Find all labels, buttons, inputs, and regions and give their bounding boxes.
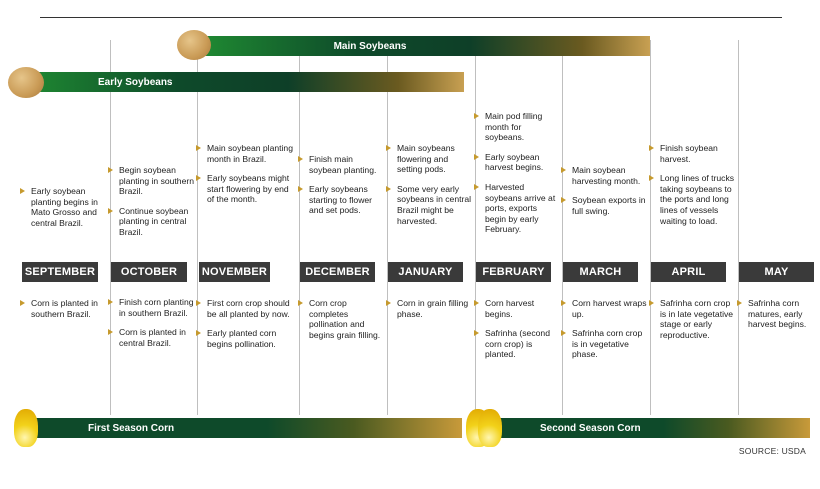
main-soybeans-bar — [200, 36, 650, 56]
month-april: APRIL — [651, 262, 726, 282]
list-item: Safrinha corn crop is in vegetative phase. — [561, 328, 647, 360]
list-item: Early soybeans starting to flower and set pods. — [298, 184, 384, 216]
soy-note-april — [649, 143, 737, 235]
month-march: MARCH — [563, 262, 638, 282]
corn-note-march — [561, 298, 647, 369]
month-september: SEPTEMBER — [22, 262, 98, 282]
soy-note-september — [20, 186, 106, 237]
list-item: Corn crop completes pollination and begins grain filling. — [298, 298, 384, 340]
soy-note-march — [561, 165, 647, 225]
list-item: Safrinha corn matures, early harvest begins. — [737, 298, 817, 330]
top-rule — [40, 17, 782, 18]
corn-note-april — [649, 298, 737, 349]
list-item: Corn in grain filling phase. — [386, 298, 472, 319]
list-item: Main soybean planting month in Brazil. — [196, 143, 296, 164]
main-soybeans-label: Main Soybeans — [333, 40, 407, 52]
soy-note-january — [386, 143, 472, 235]
month-november: NOVEMBER — [199, 262, 270, 282]
list-item: Finish main soybean planting. — [298, 154, 384, 175]
second-season-corn-bar — [484, 418, 810, 438]
list-item: Main soybean harvesting month. — [561, 165, 647, 186]
list-item: Corn is planted in southern Brazil. — [20, 298, 106, 319]
list-item: Corn harvest begins. — [474, 298, 560, 319]
month-january: JANUARY — [388, 262, 463, 282]
list-item: Some very early soybeans in central Brazil might be harvested. — [386, 184, 472, 226]
list-item: Finish corn planting in southern Brazil. — [108, 297, 196, 318]
month-february: FEBRUARY — [476, 262, 551, 282]
month-may: MAY — [739, 262, 814, 282]
list-item: Corn harvest wraps up. — [561, 298, 647, 319]
list-item: Main soybeans flowering and setting pods. — [386, 143, 472, 175]
source-label: SOURCE: USDA — [738, 446, 806, 456]
list-item: Finish soybean harvest. — [649, 143, 737, 164]
list-item: Long lines of trucks taking soybeans to the ports and long lines of vessels waiting to load. — [649, 173, 737, 226]
early-soybeans-bar — [24, 72, 464, 92]
divider-nov — [197, 40, 198, 415]
list-item: Corn is planted in central Brazil. — [108, 327, 196, 348]
corn-note-october — [108, 297, 196, 357]
list-item: Harvested soybeans arrive at ports, exports begin by early February. — [474, 182, 560, 235]
corn-note-november — [196, 298, 294, 358]
corn-note-december — [298, 298, 384, 349]
list-item: Begin soybean planting in southern Brazil. — [108, 165, 196, 197]
soy-note-november — [196, 143, 296, 214]
list-item: Early planted corn begins pollination. — [196, 328, 294, 349]
soy-note-october — [108, 165, 196, 247]
soy-note-december — [298, 154, 384, 225]
month-december: DECEMBER — [300, 262, 375, 282]
corn-kernel-icon-second-b — [478, 409, 502, 447]
list-item: Safrinha (second corn crop) is planted. — [474, 328, 560, 360]
list-item: Continue soybean planting in central Brazil. — [108, 206, 196, 238]
corn-kernel-icon-first — [14, 409, 38, 447]
corn-note-january — [386, 298, 472, 328]
corn-note-february — [474, 298, 560, 369]
soybean-icon-early — [8, 67, 44, 98]
second-season-corn-label: Second Season Corn — [540, 422, 641, 434]
divider-dec — [299, 40, 300, 415]
list-item: Early soybean planting begins in Mato Grosso and central Brazil. — [20, 186, 106, 228]
list-item: Soybean exports in full swing. — [561, 195, 647, 216]
early-soybeans-label: Early Soybeans — [98, 76, 173, 88]
list-item: Early soybean harvest begins. — [474, 152, 560, 173]
list-item: First corn crop should be all planted by now. — [196, 298, 294, 319]
soy-note-february — [474, 111, 560, 244]
list-item: Safrinha corn crop is in late vegetative stage or early reproductive. — [649, 298, 737, 340]
month-october: OCTOBER — [111, 262, 187, 282]
divider-may — [738, 40, 739, 415]
corn-note-may — [737, 298, 817, 339]
soybean-icon-main — [177, 30, 211, 60]
list-item: Main pod filling month for soybeans. — [474, 111, 560, 143]
list-item: Early soybeans might start flowering by end of the month. — [196, 173, 296, 205]
corn-note-september — [20, 298, 106, 328]
first-season-corn-bar — [28, 418, 462, 438]
first-season-corn-label: First Season Corn — [88, 422, 175, 434]
